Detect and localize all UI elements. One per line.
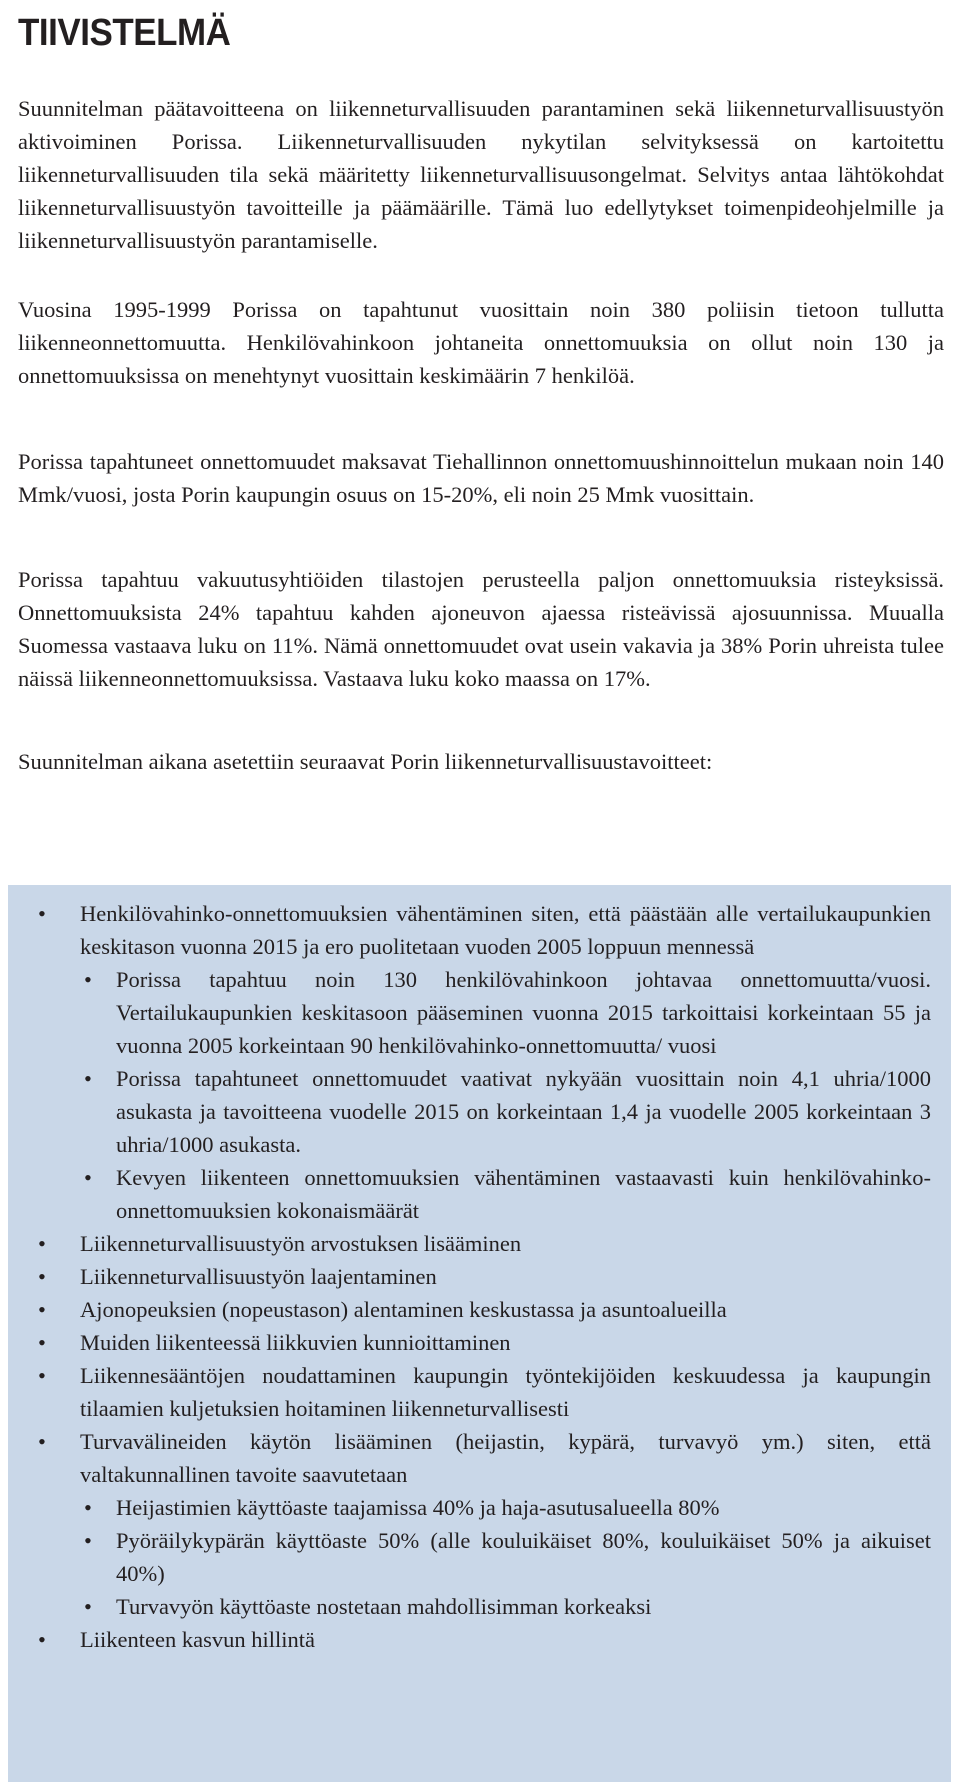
- goal-item: [8, 1326, 943, 1359]
- goal-subitem: [80, 1524, 931, 1590]
- goal-text: • Liikenteen kasvun hillintä: [80, 1627, 315, 1652]
- goal-subitem-text: • Porissa tapahtuu noin 130 henkilövahinkoon johtavaa onnettomuutta/vuosi. Vertailukaupunkien keskitasoon pääseminen vuonna 2015 tarkoittaisi korkeintaan 55 ja vuonna 2005 korkeintaan 90 henkilövahinko-onnettomuutta/ vuosi: [116, 967, 931, 1058]
- paragraph-intersections: Porissa tapahtuu vakuutusyhtiöiden tilastojen perusteella paljon onnettomuuksia risteyksissä. Onnettomuuksista 24% tapahtuu kahden ajoneuvon ajaessa risteävissä ajosuunnissa. Muualla Suomessa vastaava luku on 11%. Nämä onnettomuudet ovat usein vakavia ja 38% Porin uhreista tulee näissä liikenneonnettomuuksissa. Vastaava luku koko maassa on 17%.: [18, 567, 944, 691]
- paragraph-accident-counts: Vuosina 1995-1999 Porissa on tapahtunut vuosittain noin 380 poliisin tietoon tullutta liikenneonnettomuutta. Henkilövahinkoon johtaneita onnettomuuksia on ollut noin 130 ja onnettomuuksissa on menehtynyt vuosittain keskimäärin 7 henkilöä.: [18, 297, 944, 388]
- goal-subitem-text: • Heijastimien käyttöaste taajamissa 40% ja haja-asutusalueella 80%: [116, 1495, 720, 1520]
- paragraph-goals-intro: Suunnitelman aikana asetettiin seuraavat Porin liikenneturvallisuustavoitteet:: [18, 749, 713, 774]
- goals-list: [8, 897, 943, 1656]
- goal-item: [8, 1293, 943, 1326]
- page-title: TIIVISTELMÄ: [18, 12, 231, 54]
- goal-subitem: [80, 1062, 931, 1161]
- goal-subitem: [80, 1161, 931, 1227]
- goal-subitem: [80, 963, 931, 1062]
- goal-sublist: [80, 963, 931, 1227]
- goal-subitem-text: • Turvavyön käyttöaste nostetaan mahdollisimman korkeaksi: [116, 1594, 652, 1619]
- goal-subitem-text: • Pyöräilykypärän käyttöaste 50% (alle kouluikäiset 80%, kouluikäiset 50% ja aikuiset 40%): [116, 1528, 931, 1586]
- goal-subitem-text: • Kevyen liikenteen onnettomuuksien vähentäminen vastaavasti kuin henkilövahinko-onnettomuuksien kokonaismäärät: [116, 1165, 931, 1223]
- goal-text: • Muiden liikenteessä liikkuvien kunnioittaminen: [80, 1330, 511, 1355]
- paragraph-accident-costs: Porissa tapahtuneet onnettomuudet maksavat Tiehallinnon onnettomuushinnoittelun mukaan noin 140 Mmk/vuosi, josta Porin kaupungin osuus on 15-20%, eli noin 25 Mmk vuosittain.: [18, 449, 944, 507]
- goal-text: • Liikennesääntöjen noudattaminen kaupungin työntekijöiden keskuudessa ja kaupungin tilaamien kuljetuksien hoitaminen liikenneturvallisesti: [80, 1363, 931, 1421]
- goal-item: [8, 1359, 943, 1425]
- goal-subitem: [80, 1491, 931, 1524]
- goal-text: • Turvavälineiden käytön lisääminen (heijastin, kypärä, turvavyö ym.) siten, että valtakunnallinen tavoite saavutetaan: [80, 1429, 931, 1487]
- goal-text: • Liikenneturvallisuustyön laajentaminen: [80, 1264, 437, 1289]
- goal-text: • Henkilövahinko-onnettomuuksien vähentäminen siten, että päästään alle vertailukaupunkien keskitason vuonna 2015 ja ero puolitetaan vuoden 2005 loppuun mennessä: [80, 901, 931, 959]
- goal-item: [8, 1260, 943, 1293]
- goal-item: [8, 1623, 943, 1656]
- goal-text: • Ajonopeuksien (nopeustason) alentaminen keskustassa ja asuntoalueilla: [80, 1297, 727, 1322]
- goal-item: [8, 1425, 943, 1623]
- goal-subitem: [80, 1590, 931, 1623]
- goal-item: [8, 1227, 943, 1260]
- goal-subitem-text: • Porissa tapahtuneet onnettomuudet vaativat nykyään vuosittain noin 4,1 uhria/1000 asukasta ja tavoitteena vuodelle 2015 on korkeintaan 1,4 ja vuodelle 2005 korkeintaan 3 uhria/1000 asukasta.: [116, 1066, 931, 1157]
- goal-item: [8, 897, 943, 1227]
- goal-text: • Liikenneturvallisuustyön arvostuksen lisääminen: [80, 1231, 522, 1256]
- paragraph-intro: Suunnitelman päätavoitteena on liikenneturvallisuuden parantaminen sekä liikenneturvallisuustyön aktivoiminen Porissa. Liikenneturvallisuuden nykytilan selvityksessä on kartoitettu liikenneturvallisuuden tila sekä määritetty liikenneturvallisuusongelmat. Selvitys antaa lähtökohdat liikenneturvallisuustyön tavoitteille ja päämäärille. Tämä luo edellytykset toimenpideohjelmille ja liikenneturvallisuustyön parantamiselle.: [18, 96, 944, 253]
- goal-sublist: [80, 1491, 931, 1623]
